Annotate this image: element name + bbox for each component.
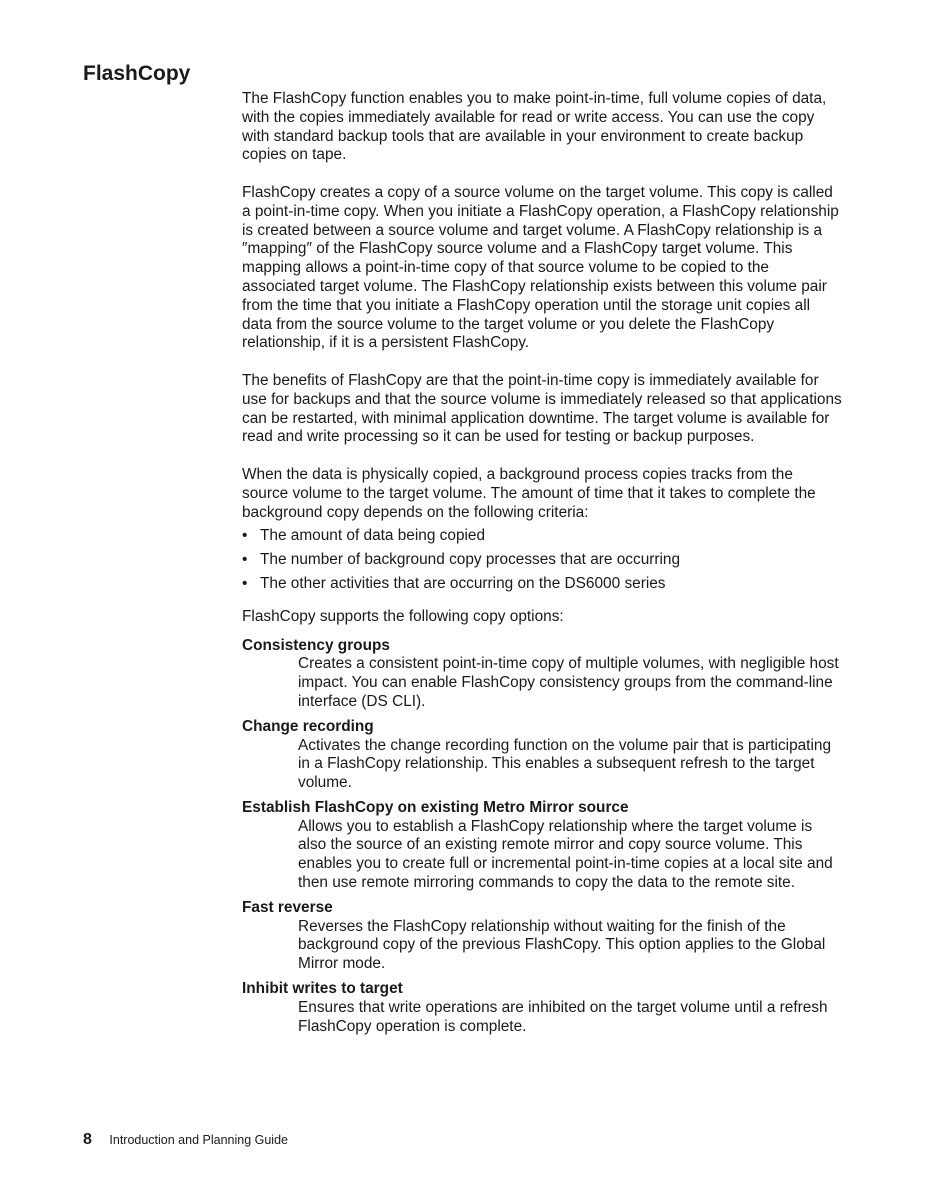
- option-term: Change recording: [242, 717, 374, 735]
- option-description: Ensures that write operations are inhibited on the target volume until a refresh FlashCopy operation is complete.: [298, 998, 828, 1035]
- criteria-list: [242, 527, 842, 593]
- bullet-icon: •: [242, 574, 248, 592]
- list-item: [242, 551, 842, 570]
- option-description: Reverses the FlashCopy relationship without waiting for the finish of the background copy of the previous FlashCopy. This option applies to the Global Mirror mode.: [298, 917, 826, 973]
- options-intro: FlashCopy supports the following copy options:: [242, 607, 564, 625]
- option-description: Creates a consistent point-in-time copy of multiple volumes, with negligible host impact. You can enable FlashCopy consistency groups from the command-line interface (DS CLI).: [298, 655, 839, 710]
- option-term: Fast reverse: [242, 898, 333, 916]
- list-item: [242, 575, 842, 594]
- criteria-text: The amount of data being copied: [260, 527, 486, 545]
- background-copy-paragraph: When the data is physically copied, a background process copies tracks from the source volume to the target volume. The amount of time that it takes to complete the background copy depends on the following criteria:: [242, 465, 816, 521]
- option-consistency-groups: [242, 637, 842, 712]
- intro-paragraph: The FlashCopy function enables you to make point-in-time, full volume copies of data, with the copies immediately available for read or write access. You can use the copy with standard backup tools that are available in your environment to create backup copies on tape.: [242, 90, 827, 164]
- benefits-paragraph: The benefits of FlashCopy are that the point-in-time copy is immediately available for use for backups and that the source volume is immediately released so that applications can be restarted, with minimal application downtime. The target volume is available for read and write processing so it can be used for testing or backup purposes.: [242, 371, 842, 446]
- page-number: 8: [83, 1131, 92, 1148]
- page-footer: [83, 1131, 288, 1149]
- bullet-icon: •: [242, 527, 248, 545]
- option-inhibit-writes: [242, 980, 842, 1036]
- bullet-icon: •: [242, 551, 248, 569]
- option-description: Allows you to establish a FlashCopy relationship where the target volume is also the source of an existing remote mirror and copy source volume. This enables you to create full or incremental point-in-time copies at a local site and then use remote mirroring commands to copy the data to the remote site.: [298, 817, 833, 892]
- option-establish-flashcopy: [242, 799, 842, 893]
- criteria-text: The other activities that are occurring on the DS6000 series: [260, 574, 666, 592]
- option-term: Establish FlashCopy on existing Metro Mirror source: [242, 798, 629, 816]
- option-fast-reverse: [242, 899, 842, 974]
- point-in-time-paragraph: FlashCopy creates a copy of a source volume on the target volume. This copy is called a point-in-time copy. When you initiate a FlashCopy operation, a FlashCopy relationship is created between a source volume and target volume. A FlashCopy relationship is a ″mapping″ of the FlashCopy source volume and a FlashCopy target volume. This mapping allows a point-in-time copy of that source volume to be copied to the associated target volume. The FlashCopy relationship exists between this volume pair from the time that you initiate a FlashCopy operation until the storage unit copies all data from the source volume to the target volume or you delete the FlashCopy relationship, if it is a persistent FlashCopy.: [242, 183, 839, 352]
- option-description: Activates the change recording function on the volume pair that is participating in a FlashCopy relationship. This enables a subsequent refresh to the target volume.: [298, 736, 831, 792]
- section-title: FlashCopy: [83, 62, 191, 85]
- option-term: Consistency groups: [242, 636, 390, 654]
- body-column: [242, 90, 842, 1042]
- option-term: Inhibit writes to target: [242, 980, 403, 998]
- criteria-text: The number of background copy processes that are occurring: [260, 551, 681, 569]
- list-item: [242, 527, 842, 546]
- book-title: Introduction and Planning Guide: [109, 1133, 288, 1147]
- option-change-recording: [242, 718, 842, 793]
